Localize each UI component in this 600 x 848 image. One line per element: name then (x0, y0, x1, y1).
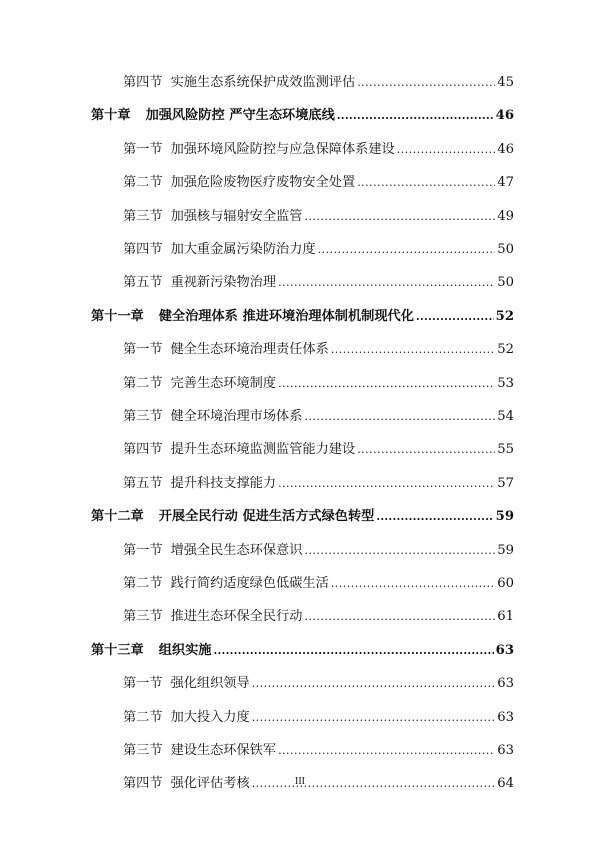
entry-page-number: 50 (497, 242, 514, 257)
entry-page-number: 54 (497, 409, 514, 424)
entry-title: 加强风险防控 严守生态环境底线 (145, 108, 335, 124)
entry-label (91, 105, 335, 127)
toc-entry-chapter[interactable] (91, 506, 514, 528)
entry-page-number: 64 (497, 776, 514, 792)
entry-title: 强化组织领导 (170, 676, 250, 692)
entry-title: 健全环境治理市场体系 (170, 409, 303, 424)
entry-number: 第四节 (123, 442, 163, 458)
toc-entry-chapter[interactable] (91, 640, 514, 662)
entry-page-number: 61 (497, 609, 514, 625)
dot-leader (357, 439, 495, 461)
toc-entry-section[interactable] (123, 740, 514, 762)
entry-title: 组织实施 (158, 642, 212, 658)
entry-title: 加强核与辐射安全监管 (170, 208, 303, 224)
entry-number: 第十章 (91, 108, 131, 124)
entry-page-number: 63 (497, 676, 514, 692)
entry-label (123, 72, 355, 94)
entry-page-number: 47 (497, 175, 514, 191)
entry-label (123, 473, 276, 495)
entry-label (123, 439, 355, 461)
entry-page-number: 60 (497, 576, 514, 591)
dot-leader (357, 172, 495, 194)
toc-entry-section[interactable] (123, 606, 514, 628)
entry-title: 开展全民行动 促进生活方式绿色转型 (158, 509, 375, 525)
dot-leader (397, 139, 495, 161)
entry-label (123, 206, 302, 228)
entry-number: 第四节 (123, 242, 163, 257)
entry-number: 第二节 (123, 709, 163, 725)
entry-number: 第三节 (123, 208, 163, 224)
entry-label (123, 172, 355, 194)
entry-number: 第二节 (123, 375, 163, 391)
entry-page-number: 52 (495, 308, 514, 324)
toc-entry-section[interactable] (123, 473, 514, 495)
dot-leader (278, 272, 495, 294)
entry-page-number: 50 (497, 275, 514, 291)
entry-label (91, 506, 374, 528)
entry-title: 践行简约适度绿色低碳生活 (170, 576, 329, 591)
entry-page-number: 53 (497, 375, 514, 391)
dot-leader (304, 406, 495, 428)
toc-entry-section[interactable] (123, 272, 514, 294)
entry-label (123, 740, 276, 762)
entry-label (123, 707, 250, 729)
entry-page-number: 55 (497, 442, 514, 458)
dot-leader (304, 606, 495, 628)
entry-title: 提升生态环境监测监管能力建设 (170, 442, 356, 458)
entry-title: 加大重金属污染防治力度 (170, 242, 316, 257)
entry-number: 第二节 (123, 576, 163, 591)
toc-entry-section[interactable] (123, 172, 514, 194)
entry-page-number: 57 (497, 475, 514, 491)
dot-leader (331, 573, 495, 595)
entry-label (123, 339, 329, 361)
dot-leader (416, 306, 494, 328)
entry-page-number: 49 (497, 208, 514, 224)
toc-entry-section[interactable] (123, 373, 514, 395)
entry-page-number: 46 (495, 108, 514, 124)
toc-entry-section[interactable] (123, 72, 514, 94)
entry-number: 第十一章 (91, 308, 144, 324)
toc-entry-section[interactable] (123, 573, 514, 595)
entry-title: 提升科技支撑能力 (170, 475, 277, 491)
entry-page-number: 63 (495, 642, 514, 658)
entry-number: 第五节 (123, 275, 163, 291)
dot-leader (278, 373, 495, 395)
entry-page-number: 63 (497, 709, 514, 725)
entry-number: 第三节 (123, 743, 163, 758)
dot-leader (252, 707, 496, 729)
dot-leader (278, 740, 495, 762)
entry-page-number: 52 (497, 342, 514, 358)
entry-number: 第四节 (123, 776, 163, 792)
entry-page-number: 45 (497, 75, 514, 90)
dot-leader (337, 105, 494, 127)
dot-leader (331, 339, 495, 361)
entry-title: 建设生态环保铁军 (170, 743, 277, 758)
toc-entry-section[interactable] (123, 339, 514, 361)
toc-entry-section[interactable] (123, 206, 514, 228)
entry-label (123, 606, 302, 628)
entry-page-number: 46 (497, 141, 514, 157)
entry-label (123, 573, 329, 595)
toc-entry-chapter[interactable] (91, 306, 514, 328)
entry-title: 加强环境风险防控与应急保障体系建设 (170, 141, 395, 157)
entry-title: 强化评估考核 (170, 776, 250, 792)
toc-entry-section[interactable] (123, 139, 514, 161)
dot-leader (304, 206, 495, 228)
dot-leader (278, 473, 495, 495)
entry-title: 健全治理体系 推进环境治理体制机制现代化 (158, 308, 414, 324)
entry-title: 增强全民生态环保意识 (170, 542, 303, 558)
entry-label (123, 540, 302, 562)
entry-number: 第十二章 (91, 509, 144, 525)
entry-title: 健全生态环境治理责任体系 (170, 342, 329, 358)
entry-number: 第一节 (123, 676, 163, 692)
entry-page-number: 59 (497, 542, 514, 558)
toc-entry-section[interactable] (123, 673, 514, 695)
entry-title: 完善生态环境制度 (170, 375, 277, 391)
toc-entry-section[interactable] (123, 239, 514, 261)
entry-number: 第二节 (123, 175, 163, 191)
toc-entry-section[interactable] (123, 439, 514, 461)
entry-title: 重视新污染物治理 (170, 275, 277, 291)
entry-title: 实施生态系统保护成效监测评估 (170, 75, 356, 90)
toc-entry-section[interactable] (123, 540, 514, 562)
page-footer-number: III (295, 776, 305, 787)
toc-entry-section[interactable] (123, 406, 514, 428)
entry-label (123, 272, 276, 294)
entry-label (91, 306, 414, 328)
entry-label (91, 640, 212, 662)
entry-number: 第十三章 (91, 642, 144, 658)
entry-label (123, 406, 302, 428)
entry-title: 加强危险废物医疗废物安全处置 (170, 175, 356, 191)
entry-page-number: 59 (495, 509, 514, 525)
entry-label (123, 239, 316, 261)
dot-leader (357, 72, 495, 94)
entry-label (123, 373, 276, 395)
entry-title: 加大投入力度 (170, 709, 250, 725)
dot-leader (214, 640, 494, 662)
entry-number: 第一节 (123, 342, 163, 358)
entry-label (123, 673, 250, 695)
dot-leader (318, 239, 496, 261)
entry-page-number: 63 (497, 743, 514, 758)
entry-number: 第三节 (123, 609, 163, 625)
dot-leader (252, 673, 496, 695)
toc-entry-section[interactable] (123, 707, 514, 729)
entry-number: 第四节 (123, 75, 163, 90)
entry-number: 第一节 (123, 542, 163, 558)
dot-leader (376, 506, 493, 528)
entry-number: 第一节 (123, 141, 163, 157)
entry-number: 第三节 (123, 409, 163, 424)
entry-title: 推进生态环保全民行动 (170, 609, 303, 625)
dot-leader (304, 540, 495, 562)
toc-entry-chapter[interactable] (91, 105, 514, 127)
entry-label (123, 139, 395, 161)
entry-number: 第五节 (123, 475, 163, 491)
